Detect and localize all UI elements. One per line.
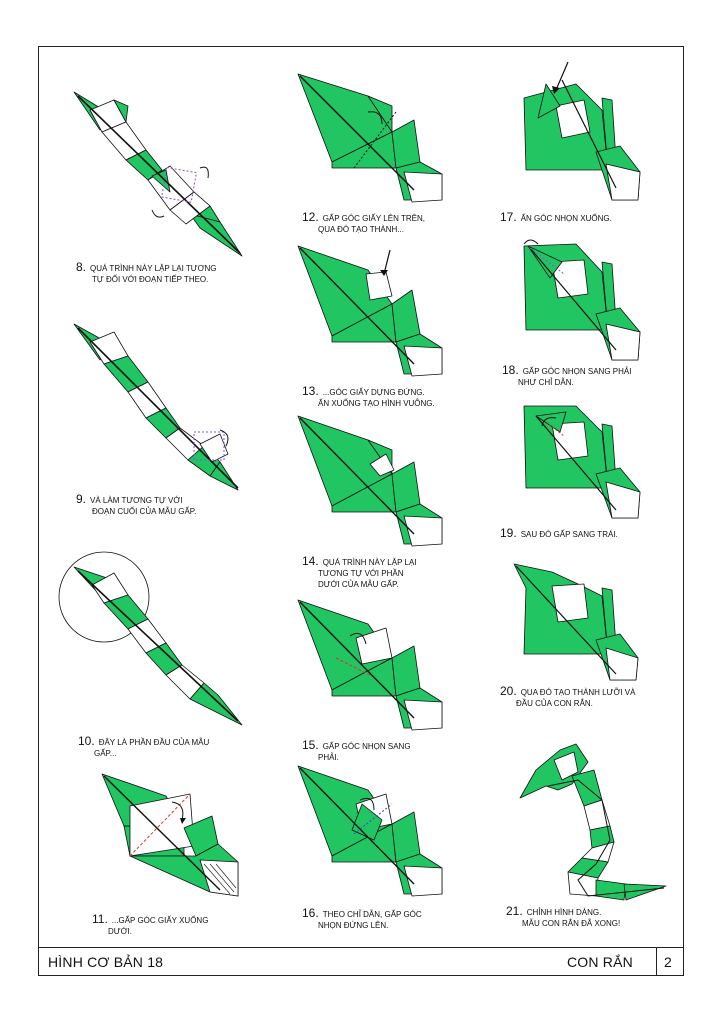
step-17-caption: 17. ẤN GÓC NHỌN XUỐNG. (500, 210, 612, 224)
step-12-caption: 12. GẤP GÓC GIẤY LÊN TRÊN, QUA ĐÓ TẠO THÀNH... (302, 210, 425, 234)
step-9-caption: 9. VÀ LÀM TƯƠNG TỰ VỚI ĐOẠN CUỐI CỦA MẪU GẤP. (76, 492, 197, 516)
step-20-diagram (512, 562, 642, 682)
step-19-caption: 19. SAU ĐÓ GẤP SANG TRÁI. (500, 526, 618, 540)
step-14-caption: 14. QUÁ TRÌNH NÀY LẶP LẠI TƯƠNG TỰ VỚI PHẦN DƯỚI CỦA MẪU GẤP. (302, 554, 417, 589)
step-11-diagram (100, 772, 240, 902)
footer-page-divider (656, 947, 657, 976)
step-21-snake-diagram (518, 740, 668, 905)
step-18-diagram (516, 232, 646, 367)
step-8-diagram (70, 88, 250, 263)
step-13-caption: 13. ...GÓC GIẤY DỰNG ĐỨNG. ẤN XUỐNG TẠO HÌNH VUÔNG. (302, 384, 435, 408)
step-18-caption: 18. GẤP GÓC NHỌN SANG PHẢI NHƯ CHỈ DẪN. (502, 363, 632, 387)
step-10-diagram (58, 545, 248, 730)
step-9-diagram (70, 320, 250, 495)
step-10-caption: 10. ĐÂY LÀ PHẦN ĐẦU CỦA MẪU GẤP... (78, 734, 210, 758)
step-15-caption: 15. GẤP GÓC NHỌN SANG PHẢI. (302, 738, 411, 762)
step-20-caption: 20. QUA ĐÓ TẠO THÀNH LƯỠI VÀ ĐẦU CỦA CON RẮN. (500, 684, 636, 708)
step-11-caption: 11. ...GẤP GÓC GIẤY XUỐNG DƯỚI. (92, 912, 209, 936)
book-title: HÌNH CƠ BẢN 18 (48, 954, 164, 970)
model-name: CON RẮN (567, 954, 633, 970)
step-19-diagram (516, 402, 646, 522)
step-21-caption: 21. CHỈNH HÌNH DÁNG. MẪU CON RẮN ĐÃ XONG! (506, 904, 621, 928)
footer-divider (38, 947, 684, 948)
step-16-diagram (296, 764, 446, 904)
step-13-diagram (296, 244, 446, 384)
step-17-diagram (516, 60, 646, 205)
step-15-diagram (296, 598, 446, 738)
step-16-caption: 16. THEO CHỈ DẪN, GẤP GÓC NHỌN ĐỨNG LÊN. (302, 906, 422, 930)
page-number: 2 (664, 954, 672, 970)
step-12-diagram (296, 72, 446, 212)
step-14-diagram (296, 414, 446, 554)
step-8-caption: 8. QUÁ TRÌNH NÀY LẶP LẠI TƯƠNG TỰ ĐỐI VỚI ĐOẠN TIẾP THEO. (76, 260, 217, 284)
